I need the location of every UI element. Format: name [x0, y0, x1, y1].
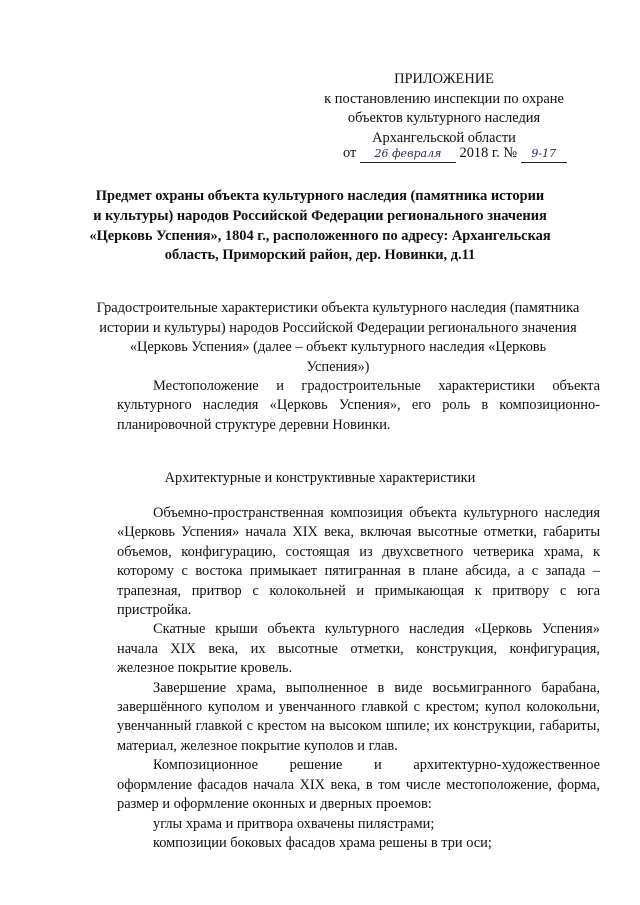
handwritten-number: 9-17 — [521, 146, 567, 163]
paragraph-line: планировочной структуре деревни Новинки. — [117, 416, 391, 433]
subtitle-line: истории и культуры) народов Российской Федерации регионального значения — [99, 319, 577, 336]
annex-header — [300, 70, 588, 148]
paragraph-line: железное покрытие кровель. — [117, 660, 293, 677]
paragraph-line: материал, железное покрытие куполов и глав. — [117, 737, 398, 754]
paragraph-line: трапезная, притвор с колокольней и примыкающая к притвору с юга — [117, 582, 600, 599]
title-line: область, Приморский район, дер. Новинки, д.11 — [164, 247, 476, 264]
paragraph-line: объемов, конфигурацию, состоящая из двухсветного четверика храма, к — [117, 543, 600, 560]
title-line: «Церковь Успения», 1804 г., расположенного по адресу: Архангельская — [89, 227, 551, 244]
annex-line-2: объектов культурного наследия — [347, 110, 541, 126]
subtitle-line: Успения») — [306, 358, 370, 375]
annex-title: ПРИЛОЖЕНИЕ — [394, 71, 494, 87]
document-title — [88, 187, 552, 266]
paragraph-line: Композиционное решение и архитектурно-художественное — [153, 757, 600, 774]
annex-line-1: к постановлению инспекции по охране — [324, 90, 564, 107]
year-label: 2018 г. № — [459, 145, 518, 161]
subtitle-line: Градостроительные характеристики объекта культурного наследия (памятника — [96, 300, 580, 316]
paragraph-line: композиции боковых фасадов храма решены в три оси; — [153, 834, 492, 851]
paragraph-line: которому с востока примыкает пятигранная в плане абсида, а с запада – — [117, 563, 600, 580]
location-paragraph — [117, 377, 600, 435]
title-line: Предмет охраны объекта культурного наследия (памятника истории — [95, 188, 545, 204]
paragraph-line: Местоположение и градостроительные характеристики объекта — [153, 378, 600, 394]
date-prefix: от — [343, 145, 357, 161]
paragraph-line: оформление фасадов начала XIX века, в том числе местоположение, форма, — [117, 776, 600, 793]
body-text — [117, 504, 600, 853]
title-line: и культуры) народов Российской Федерации регионального значения — [93, 207, 547, 224]
paragraph-line: Скатные крыши объекта культурного наследия «Церковь Успения» — [153, 621, 600, 638]
handwritten-date: 26 февраля — [360, 146, 456, 163]
urban-planning-heading — [78, 299, 598, 377]
paragraph-line: завершённого куполом и увенчанного главкой с крестом; купол колокольни, — [117, 699, 600, 716]
paragraph-line: увенчанный главкой с крестом на высоком шпиле; их конструкции, габариты, — [117, 718, 600, 735]
paragraph-line: размер и оформление оконных и дверных проемов: — [117, 796, 432, 813]
paragraph-line: «Церковь Успения» начала XIX века, включая высотные отметки, габариты — [117, 524, 600, 541]
paragraph-line: углы храма и притвора охвачены пилястрами; — [153, 815, 435, 832]
annex-date-line — [343, 144, 567, 163]
paragraph-line: Объемно-пространственная композиция объекта культурного наследия — [153, 505, 600, 521]
paragraph-line: Завершение храма, выполненное в виде восьмигранного барабана, — [153, 679, 600, 696]
paragraph-line: пристройка. — [117, 602, 192, 619]
paragraph-line: культурного наследия «Церковь Успения», его роль в композиционно- — [117, 397, 600, 414]
annex-line-3: Архангельской области — [372, 129, 516, 146]
subtitle-line: «Церковь Успения» (далее – объект культурного наследия «Церковь — [129, 339, 547, 356]
paragraph-line: начала XIX века, их высотные отметки, конструкция, конфигурация, — [117, 640, 600, 657]
section-heading: Архитектурные и конструктивные характеристики — [164, 470, 476, 486]
